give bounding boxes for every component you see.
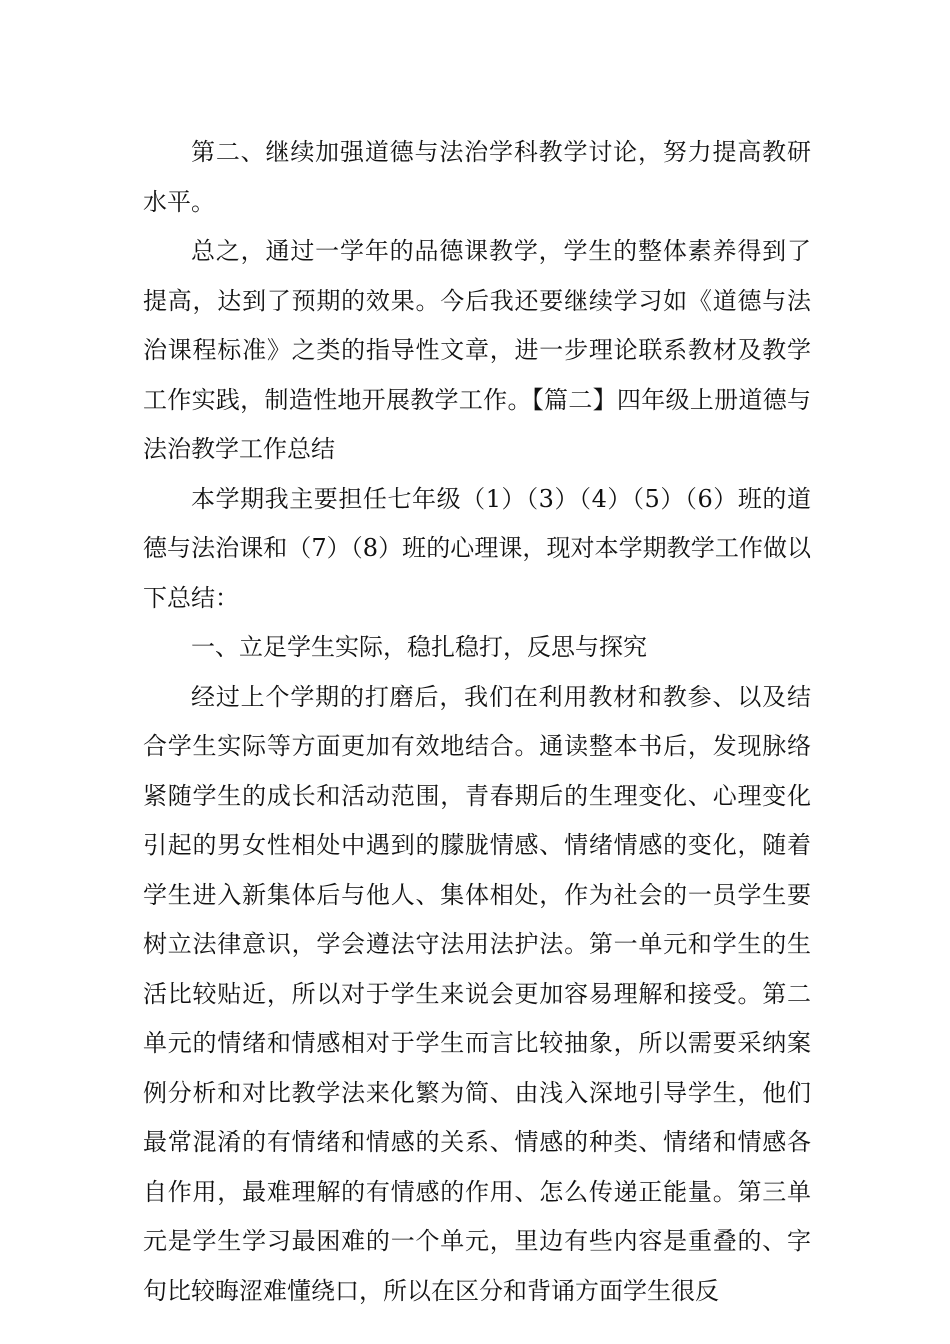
paragraph-summary: 总之，通过一学年的品德课教学，学生的整体素养得到了提高，达到了预期的效果。今后我还要继续学习如《道德与法治课程标准》之类的指导性文章，进一步理论联系教材及教学工作实践，制造性地开展教学工作。【篇二】四年级上册道德与法治教学工作总结 <box>143 237 811 463</box>
section-heading-1: 一、立足学生实际，稳扎稳打，反思与探究 <box>191 633 647 661</box>
paragraph-research-level: 第二、继续加强道德与法治学科教学讨论，努力提高教研水平。 <box>143 138 811 216</box>
document-body <box>143 128 811 1316</box>
paragraph-teaching-reflection: 经过上个学期的打磨后，我们在利用教材和教参、以及结合学生实际等方面更加有效地结合。通读整本书后，发现脉络紧随学生的成长和活动范围，青春期后的生理变化、心理变化引起的男女性相处中遇到的朦胧情感、情绪情感的变化，随着学生进入新集体后与他人、集体相处，作为社会的一员学生要树立法律意识，学会遵法守法用法护法。第一单元和学生的生活比较贴近，所以对于学生来说会更加容易理解和接受。第二单元的情绪和情感相对于学生而言比较抽象，所以需要采纳案例分析和对比教学法来化繁为简、由浅入深地引导学生，他们最常混淆的有情绪和情感的关系、情感的种类、情绪和情感各自作用，最难理解的有情感的作用、怎么传递正能量。第三单元是学生学习最困难的一个单元，里边有些内容是重叠的、字句比较晦涩难懂绕口，所以在区分和背诵方面学生很反 <box>143 682 811 1305</box>
paragraph-semester-intro: 本学期我主要担任七年级（1）（3）（4）（5）（6）班的道德与法治课和（7）（8）班的心理课，现对本学期教学工作做以下总结： <box>143 484 811 612</box>
